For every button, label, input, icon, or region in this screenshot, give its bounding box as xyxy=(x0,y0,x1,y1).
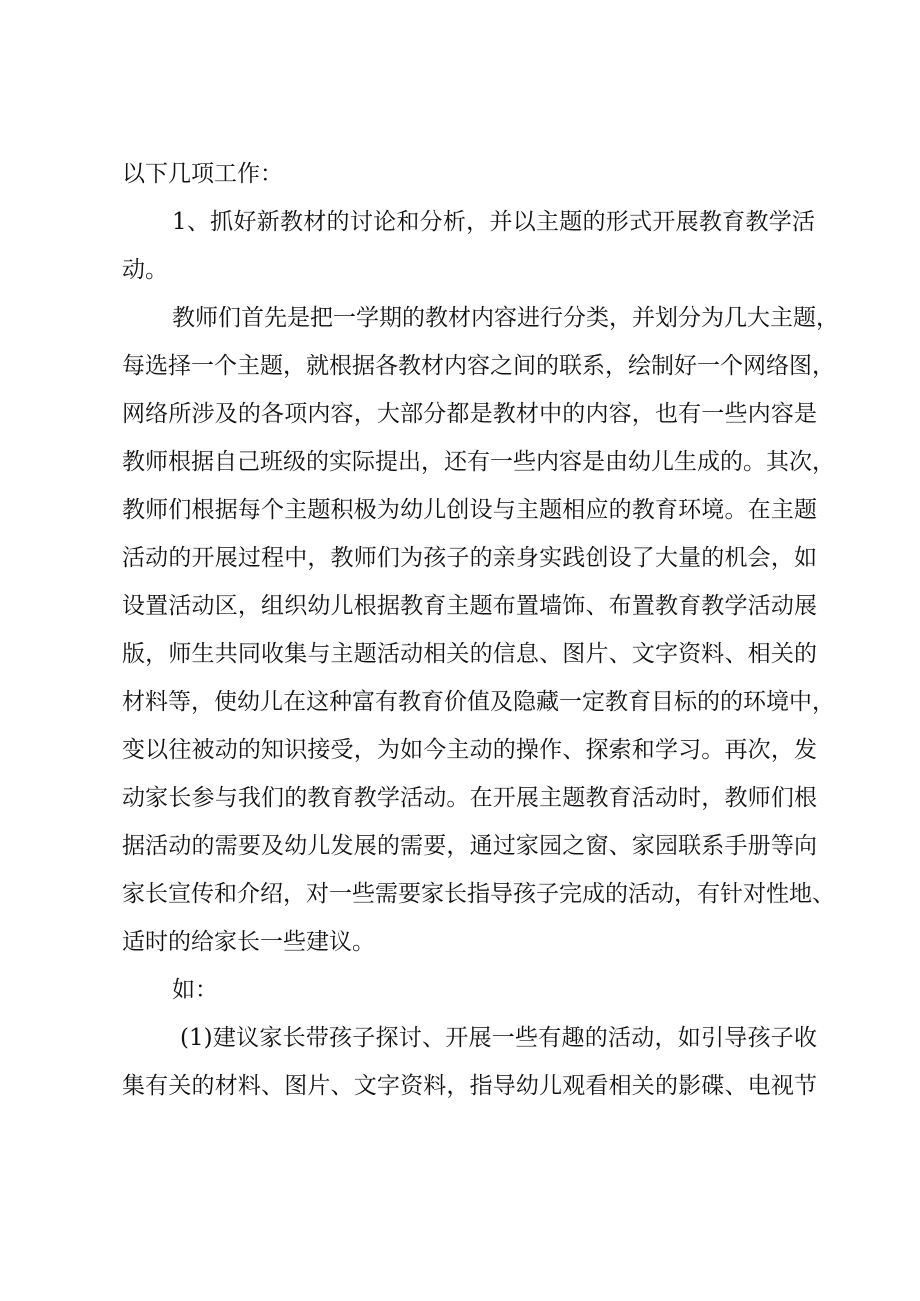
text-line: 每选择一个主题，就根据各教材内容之间的联系，绘制好一个网络图， xyxy=(122,353,835,379)
text-line: 集有关的材料、图片、文字资料，指导幼儿观看相关的影碟、电视节 xyxy=(122,1073,817,1099)
text-line: 教师们首先是把一学期的教材内容进行分类，并划分为几大主题， xyxy=(172,305,839,331)
text-line: 适时的给家长一些建议。 xyxy=(122,929,375,955)
text-line: 动。 xyxy=(122,257,168,283)
text-line: 活动的开展过程中，教师们为孩子的亲身实践创设了大量的机会，如 xyxy=(122,545,817,571)
text-line: 1、抓好新教材的讨论和分析，并以主题的形式开展教育教学活 xyxy=(172,209,815,235)
text-line: 变以往被动的知识接受，为如今主动的操作、探索和学习。再次，发 xyxy=(122,737,817,763)
text-line: 材料等，使幼儿在这种富有教育价值及隐藏一定教育目标的的环境中， xyxy=(122,689,835,715)
text-line: 以下几项工作： xyxy=(122,161,283,187)
text-line: 版，师生共同收集与主题活动相关的信息、图片、文字资料、相关的 xyxy=(122,641,817,667)
text-line: 动家长参与我们的教育教学活动。在开展主题教育活动时，教师们根 xyxy=(122,785,817,811)
text-line: 教师们根据每个主题积极为幼儿创设与主题相应的教育环境。在主题 xyxy=(122,497,817,523)
text-line: 如： xyxy=(172,977,218,1003)
text-line: 家长宣传和介绍，对一些需要家长指导孩子完成的活动，有针对性地、 xyxy=(122,881,835,907)
text-line: 据活动的需要及幼儿发展的需要，通过家园之窗、家园联系手册等向 xyxy=(122,833,817,859)
text-line: 教师根据自己班级的实际提出，还有一些内容是由幼儿生成的。其次， xyxy=(122,449,835,475)
text-line: 网络所涉及的各项内容，大部分都是教材中的内容，也有一些内容是 xyxy=(122,401,817,427)
text-line: (1)建议家长带孩子探讨、开展一些有趣的活动，如引导孩子收 xyxy=(180,1025,817,1051)
text-line: 设置活动区，组织幼儿根据教育主题布置墙饰、布置教育教学活动展 xyxy=(122,593,817,619)
